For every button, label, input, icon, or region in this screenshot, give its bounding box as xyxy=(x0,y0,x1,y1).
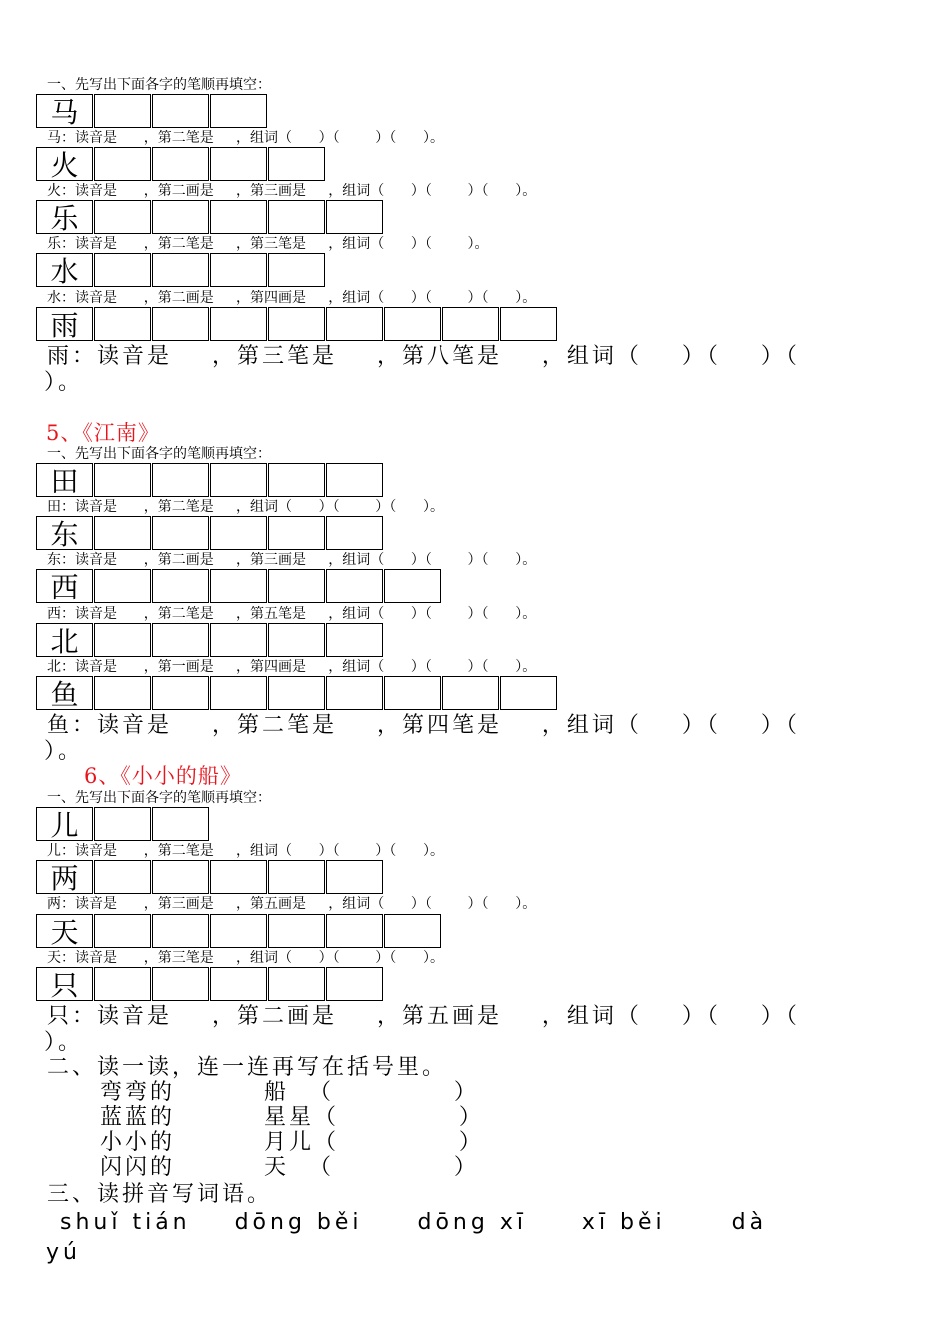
instruction-6: 一、先写出下面各字的笔顺再填空： xyxy=(47,790,271,806)
stroke-cell[interactable] xyxy=(94,569,151,603)
char-cell: 东 xyxy=(36,516,93,550)
fill-line-large: 雨：读音是 ，第三笔是 ，第八笔是 ，组词（ ）（ ）（ xyxy=(47,344,800,369)
stroke-cell[interactable] xyxy=(442,307,499,341)
stroke-cell[interactable] xyxy=(94,860,151,894)
stroke-cell[interactable] xyxy=(384,307,441,341)
stroke-cell[interactable] xyxy=(152,569,209,603)
stroke-cell[interactable] xyxy=(210,860,267,894)
pinyin-line-1: shuǐ tián dōng běi dōng xī xī běi dà xyxy=(60,1210,768,1235)
stroke-grid-le[interactable] xyxy=(36,200,384,234)
stroke-grid-liang[interactable] xyxy=(36,860,384,894)
fill-line: 天：读音是 ，第三笔是 ，组词（ ）（ ）（ ）。 xyxy=(47,950,444,966)
stroke-cell[interactable] xyxy=(268,569,325,603)
stroke-cell[interactable] xyxy=(268,623,325,657)
instruction-top: 一、先写出下面各字的笔顺再填空： xyxy=(47,77,271,93)
stroke-grid-huo[interactable] xyxy=(36,147,326,181)
fill-line: 田：读音是 ，第二笔是 ，组词（ ）（ ）（ ）。 xyxy=(47,499,444,515)
match-right-2[interactable]: 星星（ ） xyxy=(264,1105,484,1130)
char-cell: 雨 xyxy=(36,307,93,341)
fill-line: 马：读音是 ，第二笔是 ，组词（ ）（ ）（ ）。 xyxy=(47,130,444,146)
section-title-6: 6、《小小的船》 xyxy=(84,764,242,788)
fill-line-large-cont: ）。 xyxy=(44,1030,84,1055)
stroke-grid-yu-fish[interactable] xyxy=(36,676,558,710)
stroke-grid-ma[interactable] xyxy=(36,94,268,128)
stroke-cell[interactable] xyxy=(152,967,209,1001)
stroke-cell[interactable] xyxy=(152,860,209,894)
stroke-cell[interactable] xyxy=(94,147,151,181)
match-right-1[interactable]: 船 （ ） xyxy=(264,1080,479,1105)
fill-line: 儿：读音是 ，第二笔是 ，组词（ ）（ ）（ ）。 xyxy=(47,843,444,859)
char-cell: 北 xyxy=(36,623,93,657)
char-cell: 火 xyxy=(36,147,93,181)
stroke-cell[interactable] xyxy=(210,676,267,710)
part3-title: 三、读拼音写词语。 xyxy=(47,1182,273,1207)
stroke-cell[interactable] xyxy=(152,807,209,841)
fill-line-large: 只：读音是 ，第二画是 ，第五画是 ，组词（ ）（ ）（ xyxy=(47,1004,800,1029)
stroke-grid-tian[interactable] xyxy=(36,463,384,497)
stroke-cell[interactable] xyxy=(152,516,209,550)
match-right-3[interactable]: 月儿（ ） xyxy=(264,1130,484,1155)
stroke-cell[interactable] xyxy=(94,94,151,128)
stroke-cell[interactable] xyxy=(326,463,383,497)
stroke-cell[interactable] xyxy=(326,307,383,341)
stroke-cell[interactable] xyxy=(152,147,209,181)
stroke-cell[interactable] xyxy=(210,623,267,657)
stroke-cell[interactable] xyxy=(384,676,441,710)
char-cell: 马 xyxy=(36,94,93,128)
fill-line: 东：读音是 ，第二画是 ，第三画是 ，组词（ ）（ ）（ ）。 xyxy=(47,552,537,568)
stroke-cell[interactable] xyxy=(326,676,383,710)
pinyin-line-2: yú xyxy=(46,1240,81,1265)
char-cell: 鱼 xyxy=(36,676,93,710)
char-cell: 乐 xyxy=(36,200,93,234)
stroke-cell[interactable] xyxy=(210,516,267,550)
match-left-3: 小小的 xyxy=(100,1130,176,1155)
stroke-cell[interactable] xyxy=(94,914,151,948)
stroke-cell[interactable] xyxy=(152,676,209,710)
fill-line: 火：读音是 ，第二画是 ，第三画是 ，组词（ ）（ ）（ ）。 xyxy=(47,183,537,199)
stroke-cell[interactable] xyxy=(152,307,209,341)
fill-line: 两：读音是 ，第三画是 ，第五画是 ，组词（ ）（ ）（ ）。 xyxy=(47,896,537,912)
stroke-grid-dong[interactable] xyxy=(36,516,384,550)
stroke-cell[interactable] xyxy=(500,676,557,710)
stroke-cell[interactable] xyxy=(268,676,325,710)
char-cell: 田 xyxy=(36,463,93,497)
stroke-cell[interactable] xyxy=(268,200,325,234)
stroke-cell[interactable] xyxy=(268,307,325,341)
stroke-cell[interactable] xyxy=(210,147,267,181)
stroke-grid-shui[interactable] xyxy=(36,253,326,287)
fill-line-large-cont: ）。 xyxy=(44,370,84,395)
char-cell: 只 xyxy=(36,967,93,1001)
stroke-cell[interactable] xyxy=(268,463,325,497)
stroke-cell[interactable] xyxy=(326,569,383,603)
stroke-cell[interactable] xyxy=(152,94,209,128)
stroke-cell[interactable] xyxy=(326,623,383,657)
stroke-cell[interactable] xyxy=(326,860,383,894)
stroke-cell[interactable] xyxy=(210,569,267,603)
stroke-cell[interactable] xyxy=(94,200,151,234)
stroke-cell[interactable] xyxy=(210,967,267,1001)
stroke-cell[interactable] xyxy=(94,807,151,841)
stroke-cell[interactable] xyxy=(268,860,325,894)
match-left-4: 闪闪的 xyxy=(100,1155,176,1180)
stroke-cell[interactable] xyxy=(268,516,325,550)
char-cell: 儿 xyxy=(36,807,93,841)
stroke-cell[interactable] xyxy=(500,307,557,341)
stroke-cell[interactable] xyxy=(326,967,383,1001)
stroke-grid-tian-sky[interactable] xyxy=(36,914,442,948)
stroke-cell[interactable] xyxy=(152,200,209,234)
match-left-2: 蓝蓝的 xyxy=(100,1105,176,1130)
stroke-grid-xi[interactable] xyxy=(36,569,442,603)
stroke-grid-zhi[interactable] xyxy=(36,967,384,1001)
stroke-cell[interactable] xyxy=(152,463,209,497)
stroke-cell[interactable] xyxy=(268,914,325,948)
char-cell: 两 xyxy=(36,860,93,894)
stroke-cell[interactable] xyxy=(94,967,151,1001)
stroke-cell[interactable] xyxy=(210,253,267,287)
stroke-cell[interactable] xyxy=(94,253,151,287)
char-cell: 天 xyxy=(36,914,93,948)
fill-line: 乐：读音是 ，第二笔是 ，第三笔是 ，组词（ ）（ ）。 xyxy=(47,236,489,252)
stroke-grid-yu[interactable] xyxy=(36,307,558,341)
stroke-cell[interactable] xyxy=(384,569,441,603)
stroke-cell[interactable] xyxy=(94,516,151,550)
stroke-cell[interactable] xyxy=(268,967,325,1001)
stroke-grid-bei[interactable] xyxy=(36,623,384,657)
char-cell: 西 xyxy=(36,569,93,603)
stroke-cell[interactable] xyxy=(94,623,151,657)
char-cell: 水 xyxy=(36,253,93,287)
fill-line: 北：读音是 ，第一画是 ，第四画是 ，组词（ ）（ ）（ ）。 xyxy=(47,659,537,675)
stroke-cell[interactable] xyxy=(210,307,267,341)
section-title-5: 5、《江南》 xyxy=(46,421,160,445)
stroke-cell[interactable] xyxy=(384,914,441,948)
stroke-cell[interactable] xyxy=(210,463,267,497)
fill-line: 水：读音是 ，第二画是 ，第四画是 ，组词（ ）（ ）（ ）。 xyxy=(47,290,537,306)
stroke-cell[interactable] xyxy=(94,676,151,710)
stroke-cell[interactable] xyxy=(268,147,325,181)
stroke-cell[interactable] xyxy=(210,200,267,234)
stroke-cell[interactable] xyxy=(94,463,151,497)
stroke-cell[interactable] xyxy=(210,94,267,128)
stroke-cell[interactable] xyxy=(152,253,209,287)
stroke-grid-er[interactable] xyxy=(36,807,210,841)
stroke-cell[interactable] xyxy=(268,253,325,287)
stroke-cell[interactable] xyxy=(442,676,499,710)
stroke-cell[interactable] xyxy=(326,516,383,550)
fill-line: 西：读音是 ，第二笔是 ，第五笔是 ，组词（ ）（ ）（ ）。 xyxy=(47,606,537,622)
fill-line-large-cont: ）。 xyxy=(44,739,84,764)
stroke-cell[interactable] xyxy=(152,914,209,948)
stroke-cell[interactable] xyxy=(94,307,151,341)
stroke-cell[interactable] xyxy=(152,623,209,657)
stroke-cell[interactable] xyxy=(326,914,383,948)
match-left-1: 弯弯的 xyxy=(100,1080,176,1105)
instruction-5: 一、先写出下面各字的笔顺再填空： xyxy=(47,446,271,462)
stroke-cell[interactable] xyxy=(210,914,267,948)
match-right-4[interactable]: 天 （ ） xyxy=(264,1155,479,1180)
stroke-cell[interactable] xyxy=(326,200,383,234)
part2-title: 二、读一读，连一连再写在括号里。 xyxy=(47,1055,448,1080)
fill-line-large: 鱼：读音是 ，第二笔是 ，第四笔是 ，组词（ ）（ ）（ xyxy=(47,713,800,738)
